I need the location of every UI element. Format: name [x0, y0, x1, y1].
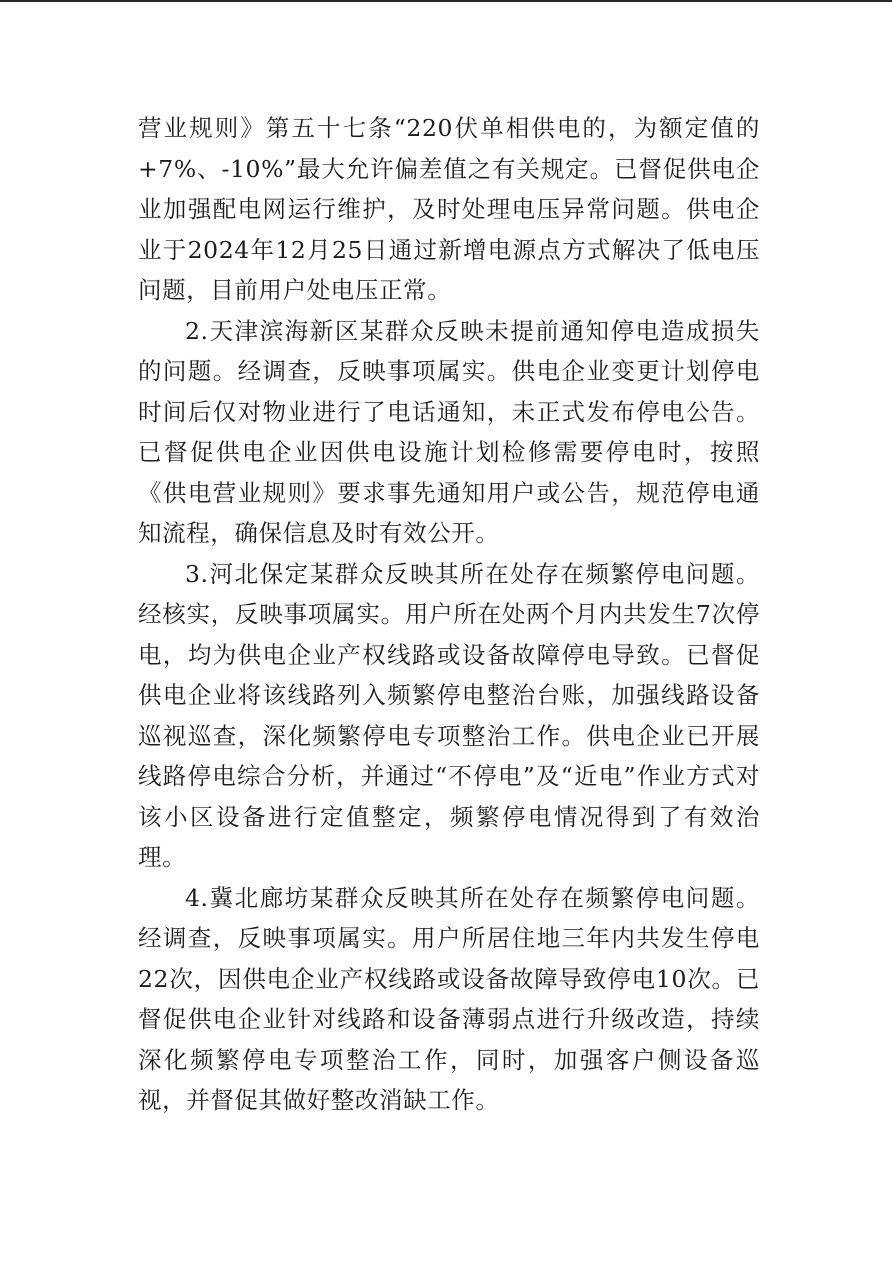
document-body: [138, 108, 760, 1121]
paragraph-item-4: 4.冀北廊坊某群众反映其所在处存在频繁停电问题。经调查，反映事项属实。用户所居住地三年内共发生停电22次，因供电企业产权线路或设备故障导致停电10次。已督促供电企业针对线路和设备薄弱点进行升级改造，持续深化频繁停电专项整治工作，同时，加强客户侧设备巡视，并督促其做好整改消缺工作。: [138, 883, 760, 1114]
paragraph-item-2: 2.天津滨海新区某群众反映未提前通知停电造成损失的问题。经调查，反映事项属实。供电企业变更计划停电时间后仅对物业进行了电话通知，未正式发布停电公告。已督促供电企业因供电设施计划检修需要停电时，按照《供电营业规则》要求事先通知用户或公告，规范停电通知流程，确保信息及时有效公开。: [138, 316, 760, 547]
paragraph-continuation: 营业规则》第五十七条“220伏单相供电的，为额定值的+7%、-10%”最大允许偏差值之有关规定。已督促供电企业加强配电网运行维护，及时处理电压异常问题。供电企业于2024年12月25日通过新增电源点方式解决了低电压问题，目前用户处电压正常。: [138, 114, 760, 304]
paragraph-item-3: 3.河北保定某群众反映其所在处存在频繁停电问题。经核实，反映事项属实。用户所在处两个月内共发生7次停电，均为供电企业产权线路或设备故障停电导致。已督促供电企业将该线路列入频繁停电整治台账，加强线路设备巡视巡查，深化频繁停电专项整治工作。供电企业已开展线路停电综合分析，并通过“不停电”及“近电”作业方式对该小区设备进行定值整定，频繁停电情况得到了有效治理。: [138, 559, 760, 871]
top-border-line: [0, 0, 892, 2]
